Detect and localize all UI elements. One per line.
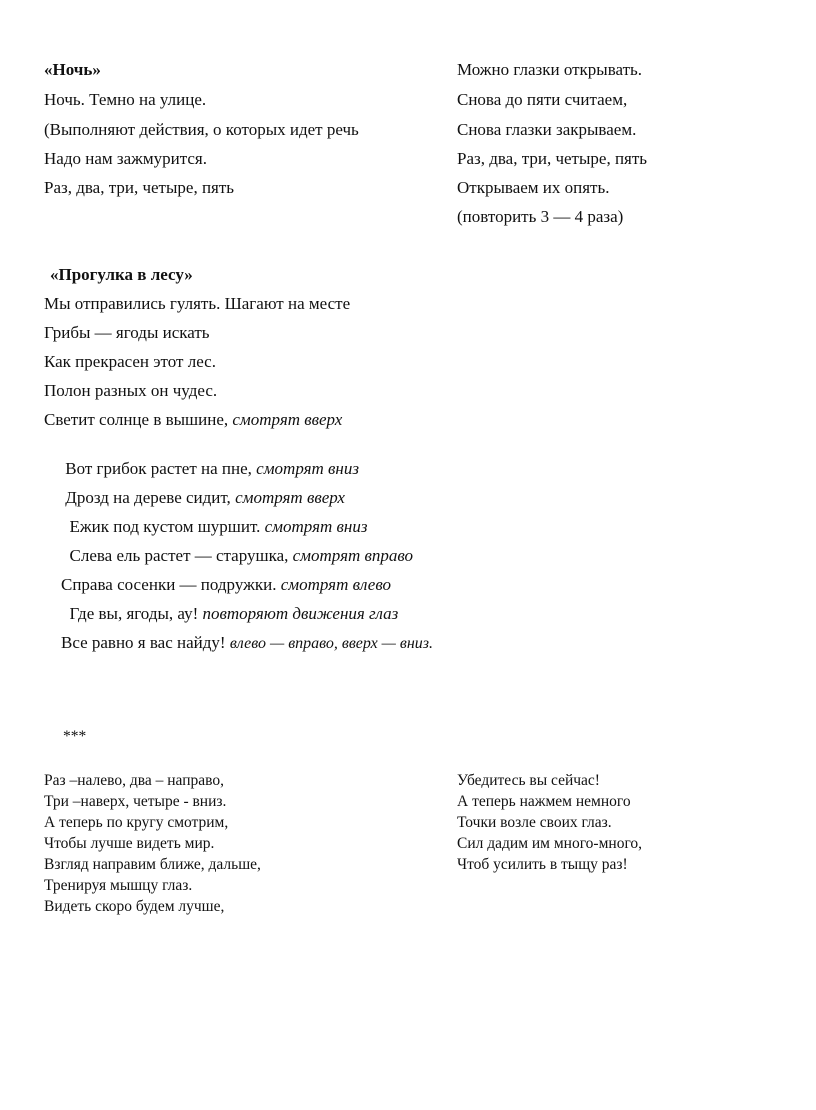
forest-line [44, 294, 350, 314]
stars-left-line-2: Три –наверх, четыре - вниз. [44, 793, 227, 810]
forest-line [44, 352, 216, 372]
forest-line-text: Светит солнце в вышине, [44, 410, 233, 429]
forest-line-note: смотрят вниз [256, 459, 359, 478]
forest-line-text: Все равно я вас найду! [61, 633, 230, 652]
forest-line-text: Где вы, ягоды, ау! [61, 604, 203, 623]
night-right-line-3: Снова глазки закрываем. [457, 120, 637, 139]
forest-line-text: Мы отправились гулять. Шагают на месте [44, 294, 351, 313]
stars-title: *** [63, 728, 87, 745]
forest-line-text: Грибы — ягоды искать [44, 323, 210, 342]
night-left-line-2: (Выполняют действия, о которых идет речь [44, 120, 359, 139]
forest-line-note: влево — вправо, вверх — вниз. [229, 635, 434, 652]
forest-line [44, 410, 342, 430]
forest-line-text: Ежик под кустом шуршит. [61, 517, 265, 536]
stars-left-line-1: Раз –налево, два – направо, [44, 772, 224, 789]
forest-line-note: смотрят вправо [292, 546, 414, 565]
stars-left-line-4: Чтобы лучше видеть мир. [44, 835, 215, 852]
forest-line-text: Вот грибок растет на пне, [61, 459, 257, 478]
night-title: «Ночь» [44, 60, 101, 79]
forest-line [44, 323, 210, 343]
night-right-line-5: Открываем их опять. [457, 178, 610, 197]
night-left-line-4: Раз, два, три, четыре, пять [44, 178, 235, 197]
stars-left-line-3: А теперь по кругу смотрим, [44, 814, 229, 831]
forest-line-note: повторяют движения глаз [202, 604, 399, 623]
forest-line-text: Полон разных он чудес. [44, 381, 218, 400]
forest-line-text: Дрозд на дереве сидит, [61, 488, 236, 507]
forest-line [44, 381, 217, 401]
forest-line-note: смотрят вниз [264, 517, 368, 536]
night-left-line-1: Ночь. Темно на улице. [44, 90, 207, 109]
night-right-line-2: Снова до пяти считаем, [457, 90, 628, 109]
forest-line-note: смотрят вверх [235, 488, 345, 507]
stars-right-line-2: А теперь нажмем немного [457, 793, 631, 810]
forest-line-note: смотрят вверх [232, 410, 343, 429]
forest-line-text: Как прекрасен этот лес. [44, 352, 216, 371]
night-right-line-6: (повторить 3 — 4 раза) [457, 207, 624, 226]
stars-right-line-4: Сил дадим им много-много, [457, 835, 643, 852]
stars-right-line-5: Чтоб усилить в тыщу раз! [457, 856, 628, 873]
forest-line-text: Слева ель растет — старушка, [61, 546, 293, 565]
night-left-line-3: Надо нам зажмурится. [44, 149, 207, 168]
stars-left-line-7: Видеть скоро будем лучше, [44, 898, 225, 915]
forest-line-text: Справа сосенки — подружки. [61, 575, 281, 594]
forest-line-note: смотрят влево [280, 575, 392, 594]
stars-left-line-6: Тренируя мышцу глаз. [44, 877, 193, 894]
stars-right-line-1: Убедитесь вы сейчас! [457, 772, 600, 789]
forest-line [44, 613, 433, 674]
stars-left-line-5: Взгляд направим ближе, дальше, [44, 856, 261, 873]
stars-right-line-3: Точки возле своих глаз. [457, 814, 612, 831]
night-right-line-1: Можно глазки открывать. [457, 60, 643, 79]
night-right-line-4: Раз, два, три, четыре, пять [457, 149, 648, 168]
forest-title: «Прогулка в лесу» [50, 265, 193, 284]
